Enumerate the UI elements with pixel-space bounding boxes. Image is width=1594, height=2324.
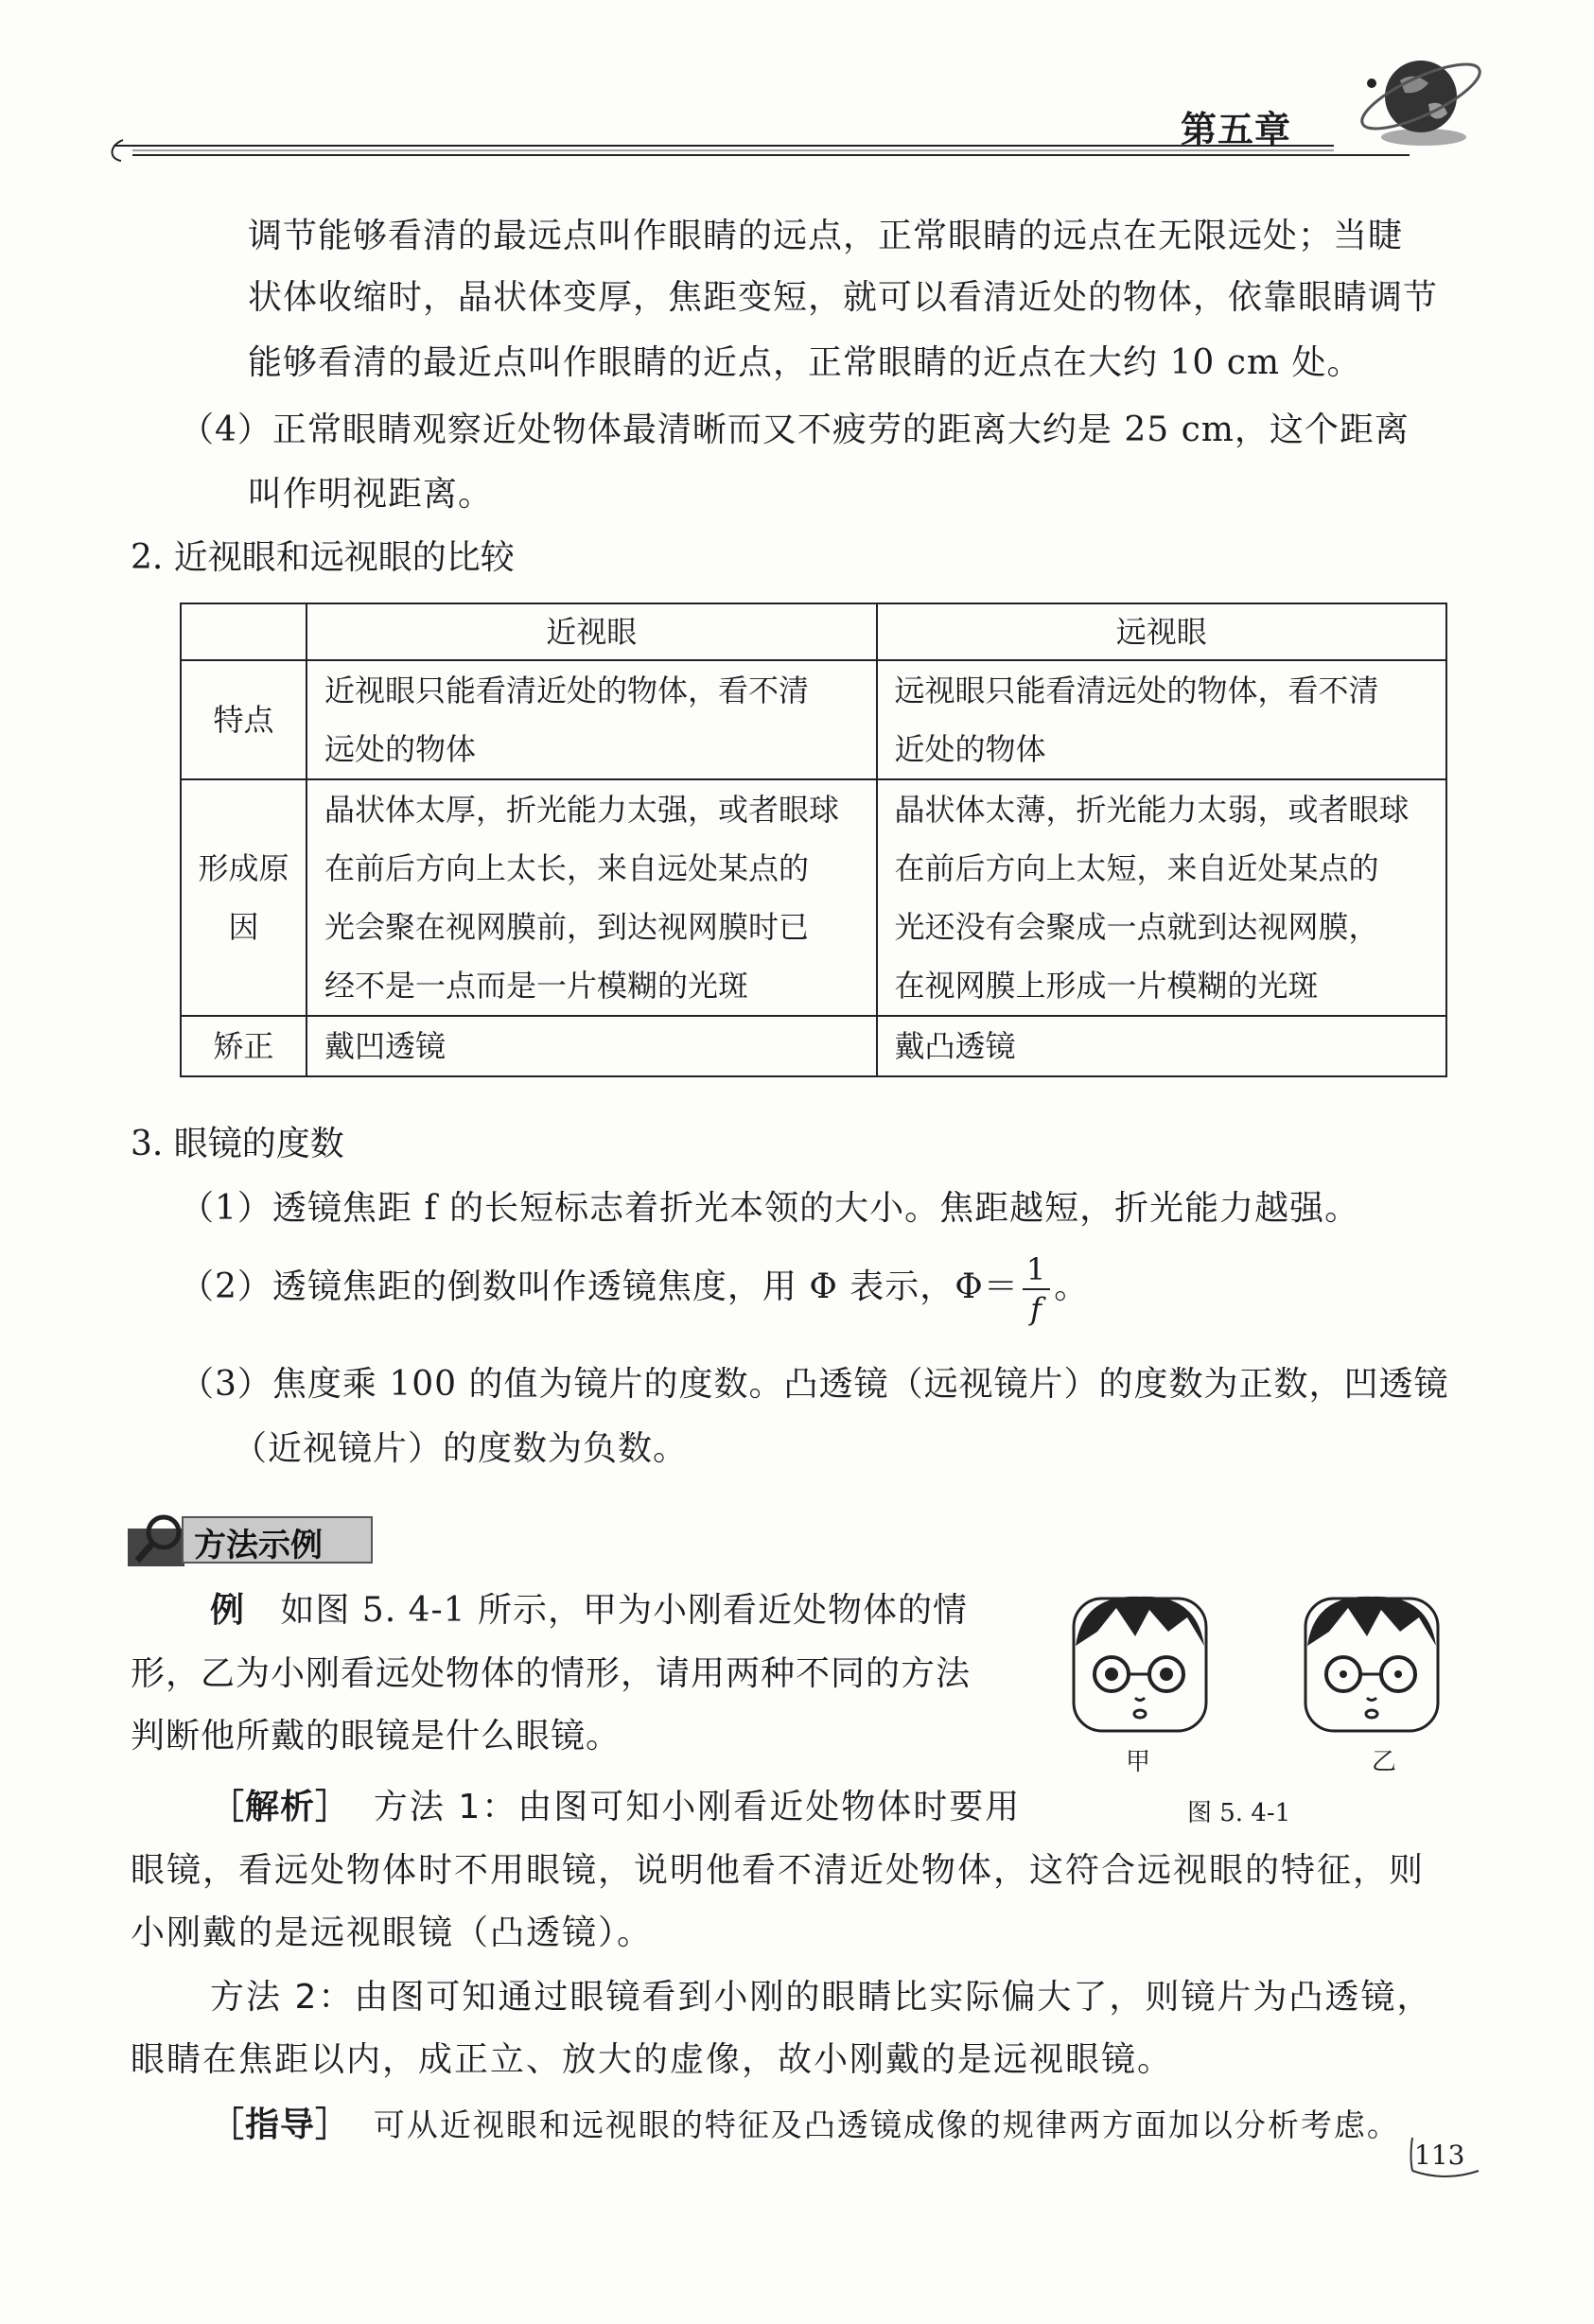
cell-line: 在前后方向上太短，来自近处某点的 (894, 850, 1379, 886)
table-corner-cell (181, 603, 307, 660)
cell-line: 戴凸透镜 (894, 1028, 1016, 1064)
cell-line: 远视眼只能看清远处的物体，看不清 (894, 673, 1379, 708)
table-row (181, 1016, 1446, 1076)
table-header-hyperopia: 远视眼 (877, 603, 1447, 660)
cell-hyperopia-correction (877, 1016, 1447, 1076)
example-line-3: 判断他所戴的眼镜是什么眼镜。 (131, 1717, 622, 1756)
cell-line: 近视眼只能看清近处的物体，看不清 (324, 673, 810, 708)
method-2-line-2: 眼睛在焦距以内，成正立、放大的虚像，故小刚戴的是远视眼镜。 (131, 2040, 1174, 2079)
table-header-myopia: 近视眼 (307, 603, 877, 660)
face-b-drawing (1305, 1597, 1438, 1731)
example-line-1 (210, 1590, 969, 1630)
globe-icon (1353, 47, 1495, 161)
analysis-line-2: 眼镜，看远处物体时不用眼镜，说明他看不清近处物体，这符合远视眼的特征，则 (131, 1851, 1426, 1890)
table-header-row (181, 603, 1446, 660)
analysis-text: 方法 1：由图可知小刚看近处物体时要用 (373, 1788, 1022, 1826)
section-2-title: 2. 近视眼和远视眼的比较 (131, 538, 515, 577)
cell-line: 在前后方向上太长，来自远处某点的 (324, 850, 810, 886)
cell-line: 光还没有会聚成一点就到达视网膜， (894, 909, 1379, 945)
figure-caption: 图 5. 4-1 (1187, 1799, 1291, 1827)
section-3-point-3-line-2: （近视镜片）的度数为负数。 (233, 1429, 689, 1468)
intro-line-3: 能够看清的最近点叫作眼睛的近点，正常眼睛的近点在大约 10 cm 处。 (248, 343, 1362, 382)
page-number: 113 (1414, 2140, 1465, 2171)
section-3-point-3-line-1: （3）焦度乘 100 的值为镜片的度数。凸透镜（远视镜片）的度数为正数，凹透镜 (180, 1365, 1449, 1404)
cell-line: 光会聚在视网膜前，到达视网膜时已 (324, 909, 810, 945)
cell-line: 晶状体太薄，折光能力太弱，或者眼球 (894, 792, 1410, 828)
intro-line-1: 调节能够看清的最远点叫作眼睛的远点，正常眼睛的远点在无限远处；当睫 (248, 217, 1404, 255)
cell-line: 晶状体太厚，折光能力太强，或者眼球 (324, 792, 840, 828)
face-a-drawing (1074, 1597, 1206, 1731)
method-banner-label: 方法示例 (194, 1527, 323, 1564)
formula-prefix: （2）透镜焦距的倒数叫作透镜焦度，用 Φ 表示，Φ＝ (180, 1267, 1019, 1306)
cell-line: 经不是一点而是一片模糊的光斑 (324, 968, 749, 1004)
method-2-line-1: 方法 2：由图可知通过眼镜看到小刚的眼睛比实际偏大了，则镜片为凸透镜， (210, 1978, 1433, 2017)
cell-hyperopia-cause (877, 779, 1447, 1016)
figure-faces (1055, 1580, 1462, 1816)
fraction-numerator: 1 (1023, 1250, 1050, 1290)
table-row (181, 779, 1446, 1016)
section-3-title: 3. 眼镜的度数 (131, 1125, 344, 1163)
analysis-tag: ［解析］ (210, 1787, 351, 1826)
fraction (1023, 1250, 1050, 1328)
fraction-denominator: f (1030, 1291, 1042, 1327)
guide-line (210, 2107, 1400, 2142)
example-text: 如图 5. 4-1 所示，甲为小刚看近处物体的情 (280, 1591, 969, 1630)
cell-myopia-correction (307, 1016, 877, 1076)
cell-myopia-feature (307, 660, 877, 779)
cell-hyperopia-feature (877, 660, 1447, 779)
section-3-point-1: （1）透镜焦距 f 的长短标志着折光本领的大小。焦距越短，折光能力越强。 (180, 1189, 1360, 1228)
cell-line: 戴凹透镜 (324, 1028, 447, 1064)
figure-label-a: 甲 (1126, 1748, 1151, 1776)
figure-label-b: 乙 (1372, 1748, 1397, 1776)
comparison-table (180, 603, 1447, 1077)
guide-text: 可从近视眼和远视眼的特征及凸透镜成像的规律两方面加以分析考虑。 (373, 2106, 1400, 2143)
guide-tag: ［指导］ (210, 2105, 351, 2144)
analysis-line-3: 小刚戴的是远视眼镜（凸透镜）。 (131, 1913, 654, 1952)
row-label-feature: 特点 (181, 660, 307, 779)
point-4-line-1: （4）正常眼睛观察近处物体最清晰而又不疲劳的距离大约是 25 cm，这个距离 (180, 411, 1410, 449)
example-line-2: 形，乙为小刚看远处物体的情形，请用两种不同的方法 (131, 1654, 972, 1693)
formula-suffix: 。 (1054, 1267, 1090, 1306)
section-3-point-2 (180, 1250, 1089, 1328)
table-row (181, 660, 1446, 779)
cell-line: 在视网膜上形成一片模糊的光斑 (894, 968, 1319, 1004)
example-tag: 例 (210, 1590, 246, 1630)
cell-line: 近处的物体 (894, 731, 1046, 767)
cell-myopia-cause (307, 779, 877, 1016)
cell-line: 远处的物体 (324, 731, 477, 767)
point-4-line-2: 叫作明视距离。 (248, 475, 494, 514)
row-label-correction: 矫正 (181, 1016, 307, 1076)
row-label-cause: 形成原因 (181, 779, 307, 1016)
analysis-line-1 (210, 1787, 1022, 1826)
chapter-title: 第五章 (1181, 108, 1292, 150)
intro-line-2: 状体收缩时，晶状体变厚，焦距变短，就可以看清近处的物体，依靠眼睛调节 (248, 278, 1439, 317)
